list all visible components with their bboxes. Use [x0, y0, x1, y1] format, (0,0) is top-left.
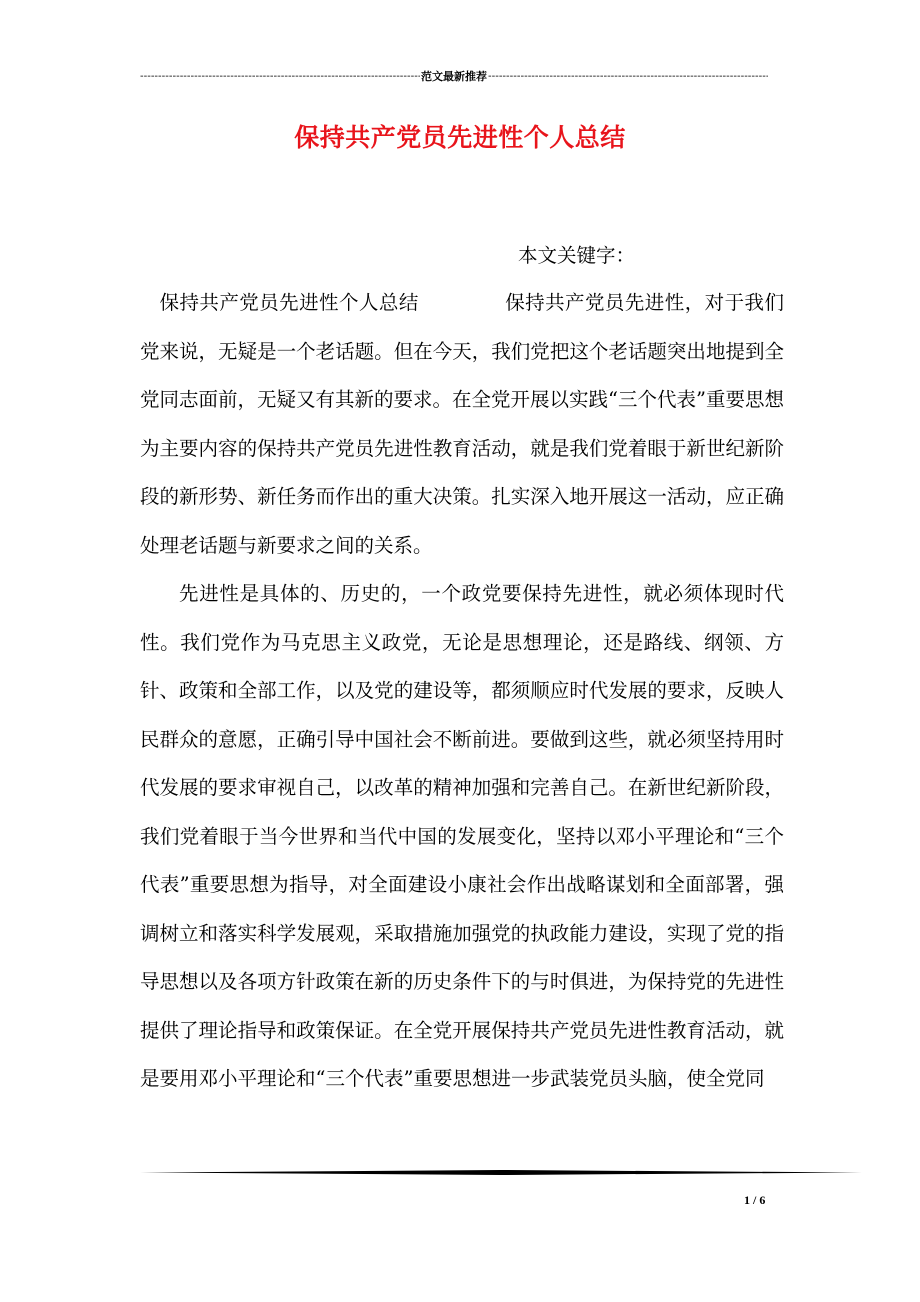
header-dashes-right: [488, 68, 768, 86]
header-dashes-left: [140, 68, 420, 86]
header-banner-label: 范文最新推荐: [421, 70, 487, 83]
lead-text: 保持共产党员先进性，对于我们党来说，无疑是一个老话题。但在今天，我们党把这个老话题突出地提到全党同志面前，无疑又有其新的要求。在全党开展以实践“三个代表”重要思想为主要内容的保持共产党员先进性教育活动，就是我们党着眼于新世纪新阶段的新形势、新任务而作出的重大决策。扎实深入地开展这一活动，应正确处理老话题与新要求之间的关系。: [140, 291, 784, 557]
document-title: 保持共产党员先进性个人总结: [294, 123, 626, 152]
keywords-label: 本文关键字：: [518, 244, 636, 267]
page-number: 1 / 6: [744, 1193, 766, 1207]
footer-rule: [140, 1170, 862, 1175]
paragraph-2: 先进性是具体的、历史的，一个政党要保持先进性，就必须体现时代性。我们党作为马克思主义政党，无论是思想理论，还是路线、纲领、方针、政策和全部工作，以及党的建设等，都须顺应时代发展的要求，反映人民群众的意愿，正确引导中国社会不断前进。要做到这些，就必须坚持用时代发展的要求审视自己，以改革的精神加强和完善自己。在新世纪新阶段，我们党着眼于当今世界和当代中国的发展变化，坚持以邓小平理论和“三个代表”重要思想为指导，对全面建设小康社会作出战略谋划和全面部署，强调树立和落实科学发展观，采取措施加强党的执政能力建设，实现了党的指导思想以及各项方针政策在新的历史条件下的与时俱进，为保持党的先进性提供了理论指导和政策保证。在全党开展保持共产党员先进性教育活动，就是要用邓小平理论和“三个代表”重要思想进一步武装党员头脑，使全党同: [140, 582, 784, 1090]
header-banner: [140, 68, 768, 86]
document-body: [140, 279, 784, 1104]
paragraph-lead: [140, 279, 784, 570]
lead-title: 保持共产党员先进性个人总结: [159, 291, 419, 314]
footer-rule-line: [140, 1170, 862, 1175]
